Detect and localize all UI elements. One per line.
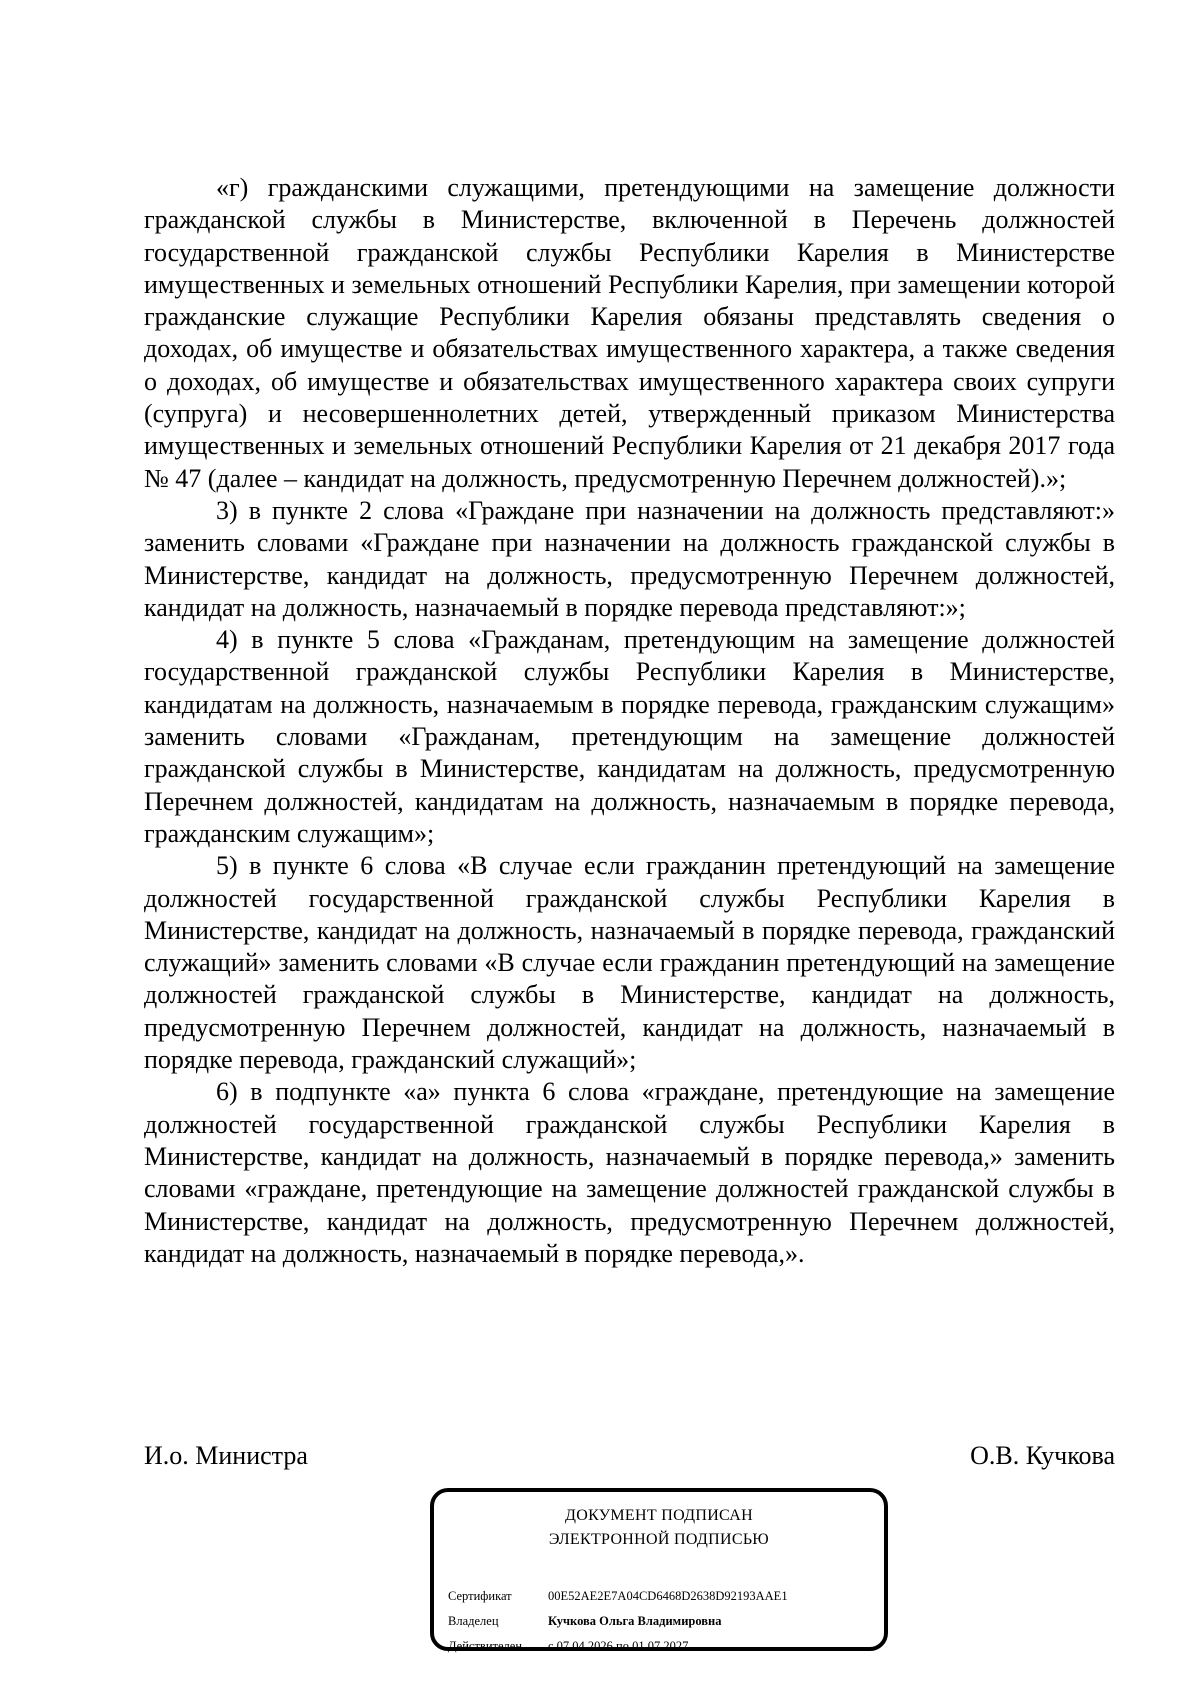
- stamp-validity-row: [448, 1634, 788, 1659]
- owner-value: Кучкова Ольга Владимировна: [548, 1614, 722, 1628]
- paragraph-6: 6) в подпункте «а» пункта 6 слова «граждане, претендующие на замещение должностей государственной гражданской службы Республики Карелия в Министерстве, кандидат на должность, назначаемый в порядке перевода,» заменить словами «граждане, претендующие на замещение должностей гражданской службы в Министерстве, кандидат на должность, предусмотренную Перечнем должностей, кандидат на должность, назначаемый в порядке перевода,».: [144, 1077, 1115, 1268]
- stamp-details: [448, 1584, 788, 1659]
- certificate-label: Сертификат: [448, 1589, 512, 1603]
- paragraph-g: «г) гражданскими служащими, претендующими на замещение должности гражданской службы в Министерстве, включенной в Перечень должностей государственной гражданской службы Республики Карелия в Министерстве имущественных и земельных отношений Республики Карелия, при замещении которой гражданские служащие Республики Карелия обязаны представлять сведения о доходах, об имуществе и обязательствах имущественного характера, а также сведения о доходах, об имуществе и обязательствах имущественного характера своих супруги (супруга) и несовершеннолетних детей, утвержденный приказом Министерства имущественных и земельных отношений Республики Карелия от 21 декабря 2017 года № 47 (далее – кандидат на должность, предусмотренную Перечнем должностей).»;: [144, 173, 1115, 493]
- certificate-value: 00E52AE2E7A04CD6468D2638D92193AAE1: [548, 1589, 788, 1603]
- stamp-title-line1: ДОКУМЕНТ ПОДПИСАН: [565, 1507, 753, 1524]
- stamp-title-line2: ЭЛЕКТРОННОЙ ПОДПИСЬЮ: [548, 1531, 770, 1548]
- stamp-title: [434, 1504, 884, 1552]
- paragraph-3: 3) в пункте 2 слова «Граждане при назначении на должность представляют:» заменить словами «Граждане при назначении на должность гражданской службы в Министерстве, кандидат на должность, предусмотренную Перечнем должностей, кандидат на должность, назначаемый в порядке перевода представляют:»;: [144, 495, 1115, 622]
- valid-label: Действителен: [448, 1639, 523, 1653]
- stamp-certificate-row: [448, 1584, 788, 1609]
- signature-block: [144, 1440, 1115, 1472]
- owner-label: Владелец: [448, 1614, 499, 1628]
- electronic-signature-stamp: [430, 1488, 888, 1651]
- signer-position: И.о. Министра: [144, 1441, 308, 1470]
- signer-name: О.В. Кучкова: [970, 1441, 1115, 1470]
- valid-value: с 07.04.2026 по 01.07.2027: [548, 1639, 689, 1653]
- paragraph-5: 5) в пункте 6 слова «В случае если гражданин претендующий на замещение должностей государственной гражданской службы Республики Карелия в Министерстве, кандидат на должность, назначаемый в порядке перевода, гражданский служащий» заменить словами «В случае если гражданин претендующий на замещение должностей гражданской службы в Министерстве, кандидат на должность, предусмотренную Перечнем должностей, кандидат на должность, назначаемый в порядке перевода, гражданский служащий»;: [144, 851, 1115, 1075]
- document-body: [144, 172, 1115, 1270]
- paragraph-4: 4) в пункте 5 слова «Гражданам, претендующим на замещение должностей государственной гражданской службы Республики Карелия в Министерстве, кандидатам на должность, назначаемым в порядке перевода, гражданским служащим» заменить словами «Гражданам, претендующим на замещение должностей гражданской службы в Министерстве, кандидатам на должность, предусмотренную Перечнем должностей, кандидатам на должность, назначаемым в порядке перевода, гражданским служащим»;: [144, 625, 1115, 848]
- stamp-owner-row: [448, 1609, 788, 1634]
